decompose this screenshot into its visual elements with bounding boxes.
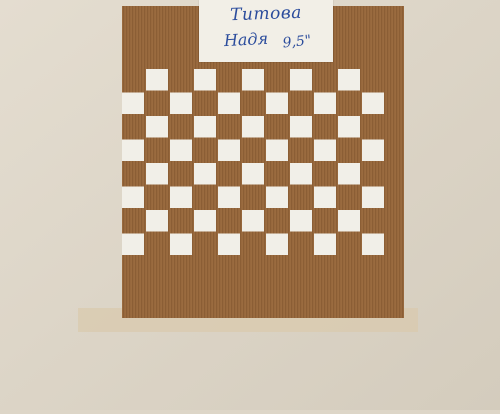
weave-square	[242, 69, 264, 91]
weave-square	[338, 69, 360, 91]
weave-square	[314, 234, 336, 256]
weave-square	[146, 69, 168, 91]
weave-square	[146, 210, 168, 232]
name-label-card	[199, 0, 333, 62]
weave-square	[314, 93, 336, 115]
weave-square	[218, 187, 240, 209]
weave-square	[218, 140, 240, 162]
weave-square	[242, 210, 264, 232]
weave-square	[122, 140, 144, 162]
weave-square	[266, 187, 288, 209]
weave-square	[122, 93, 144, 115]
weave-square	[290, 210, 312, 232]
weave-square	[194, 69, 216, 91]
weave-square	[194, 116, 216, 138]
weave-square	[362, 93, 384, 115]
weave-square	[314, 187, 336, 209]
weave-square	[242, 116, 264, 138]
weave-square	[314, 140, 336, 162]
label-grade: 9,5"	[281, 32, 313, 52]
weave-square	[146, 116, 168, 138]
weave-square	[290, 69, 312, 91]
weave-square	[362, 140, 384, 162]
weave-square	[290, 163, 312, 185]
weave-square	[170, 93, 192, 115]
weave-square	[242, 163, 264, 185]
weave-square	[266, 140, 288, 162]
weave-square	[122, 187, 144, 209]
weave-square	[194, 163, 216, 185]
weave-square	[122, 234, 144, 256]
weave-square	[218, 93, 240, 115]
weave-square	[170, 140, 192, 162]
weave-square	[290, 116, 312, 138]
weave-square	[146, 163, 168, 185]
weave-square	[338, 210, 360, 232]
weave-square	[362, 234, 384, 256]
weave-square	[362, 187, 384, 209]
weave-square	[218, 234, 240, 256]
weave-square	[266, 93, 288, 115]
weave-square	[266, 234, 288, 256]
weave-square	[338, 163, 360, 185]
weave-square	[170, 187, 192, 209]
label-first-name: Надя	[223, 28, 269, 51]
weave-square	[194, 210, 216, 232]
label-surname: Титова	[229, 2, 303, 26]
weave-square	[338, 116, 360, 138]
weave-square	[170, 234, 192, 256]
